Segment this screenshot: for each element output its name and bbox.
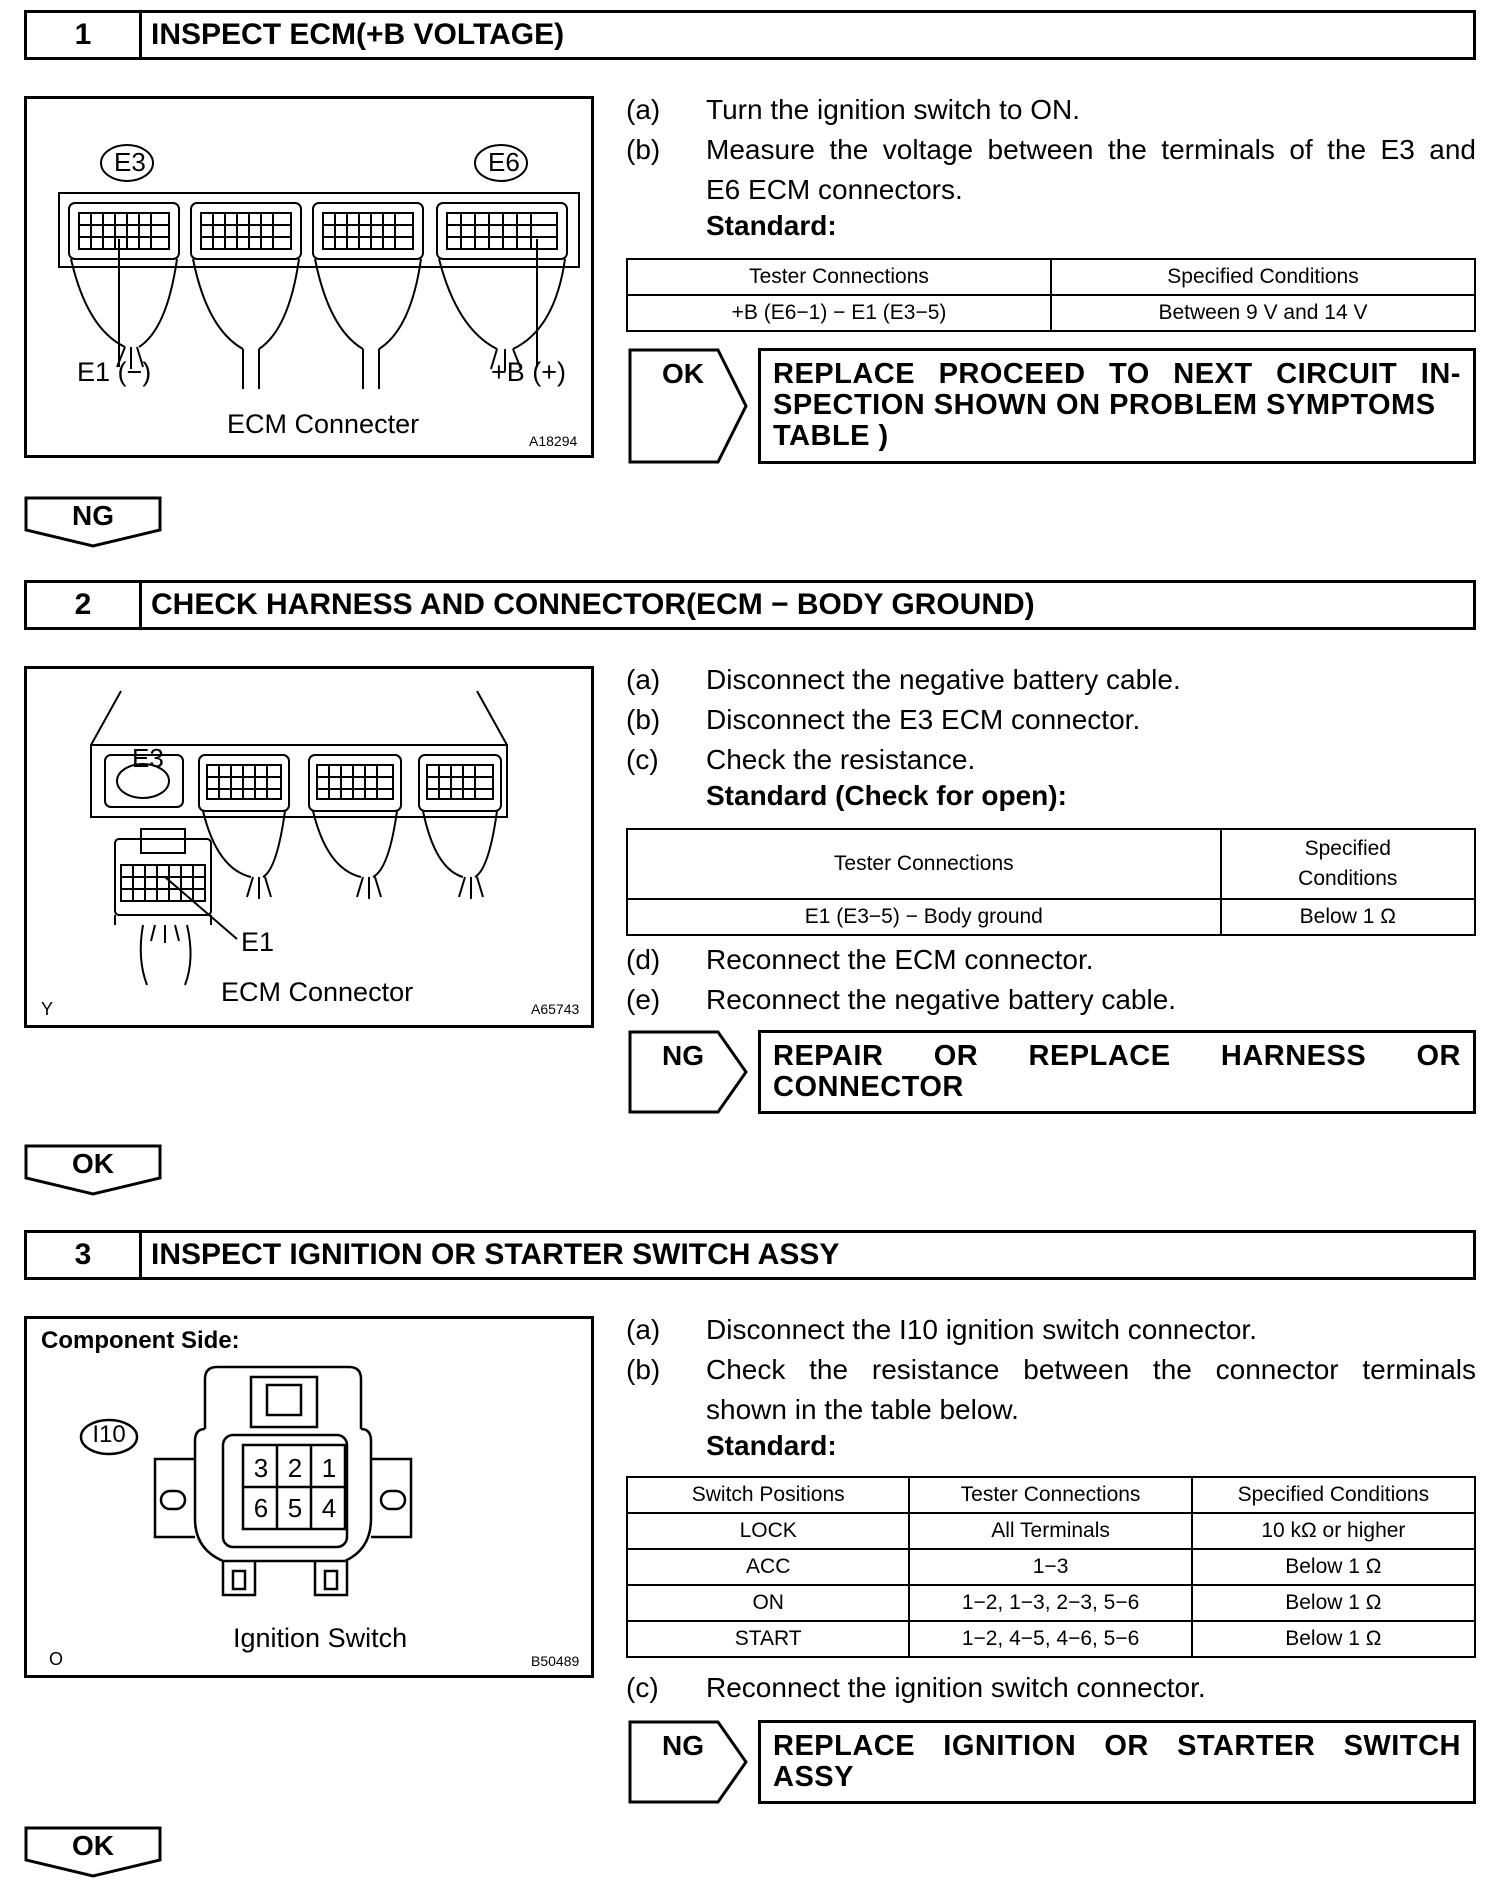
- instruction-item: [626, 940, 1476, 980]
- result-word: PROCEED: [938, 358, 1086, 390]
- instruction-item: [626, 1350, 1476, 1390]
- result-word: REPLACE: [773, 1730, 916, 1762]
- instruction-label: (c): [626, 744, 659, 775]
- result-line: TABLE ): [773, 420, 889, 452]
- flow-tag-label: OK: [72, 1830, 114, 1861]
- result-word: REPLACE: [1028, 1040, 1171, 1072]
- connector-block-b: [309, 755, 401, 899]
- table-row: [627, 1513, 1475, 1549]
- table-row: [627, 899, 1475, 935]
- step-2-number: 2: [27, 583, 142, 627]
- step-1-instructions: [626, 90, 1476, 210]
- result-action-box: [758, 1720, 1476, 1804]
- instruction-item-continued: [626, 170, 1476, 210]
- result-line: [773, 1041, 1461, 1072]
- table-cell: 10 kΩ or higher: [1192, 1513, 1475, 1549]
- step-2-flow-tag: [24, 1144, 162, 1196]
- instruction-text: Disconnect the I10 ignition switch connector.: [706, 1314, 1257, 1345]
- result-line: [773, 1731, 1461, 1762]
- table-header: Tester Connections: [627, 829, 1221, 899]
- step-1-figure-id: A18294: [529, 433, 578, 449]
- component-side-heading: Component Side:: [41, 1327, 240, 1354]
- step-1-title: INSPECT ECM(+B VOLTAGE): [151, 18, 565, 51]
- step-2-header: [24, 580, 1476, 630]
- instruction-text: Check the resistance.: [706, 744, 976, 775]
- table-cell: ON: [627, 1585, 909, 1621]
- instruction-text: shown in the table below.: [706, 1394, 1019, 1425]
- result-line: [773, 359, 1461, 390]
- step-1-figure-caption: ECM Connecter: [227, 409, 420, 439]
- table-header: Specified Conditions: [1051, 259, 1475, 295]
- step-2-figure-id: A65743: [531, 1001, 580, 1017]
- result-action-box: [758, 1030, 1476, 1114]
- result-line: CONNECTOR: [773, 1071, 964, 1103]
- instruction-item: [626, 980, 1476, 1020]
- table-header-line: Conditions: [1298, 867, 1398, 890]
- step-1-spec-table: [626, 258, 1476, 332]
- table-cell: 1−3: [909, 1549, 1191, 1585]
- pin-label: 4: [321, 1493, 337, 1523]
- instruction-item-continued: [626, 1390, 1476, 1430]
- e3-tag: E3: [132, 743, 164, 773]
- result-line: SPECTION SHOWN ON PROBLEM SYMPTOMS: [773, 389, 1436, 421]
- result-tag-label: NG: [662, 1040, 704, 1071]
- table-header: [1221, 829, 1475, 899]
- step-2-instructions-after: [626, 940, 1476, 1020]
- result-tag-label: NG: [662, 1730, 704, 1761]
- table-cell: Below 1 Ω: [1192, 1585, 1475, 1621]
- table-cell: +B (E6−1) − E1 (E3−5): [627, 295, 1051, 331]
- result-word: OR: [1104, 1730, 1149, 1762]
- result-action-box: [758, 348, 1476, 464]
- result-word: OR: [1416, 1040, 1461, 1072]
- result-word: REPAIR: [773, 1040, 884, 1072]
- connector-block-1: [69, 203, 179, 347]
- result-word: TO: [1109, 358, 1150, 390]
- result-word: STARTER: [1177, 1730, 1316, 1762]
- step-2-figure-caption: ECM Connector: [221, 977, 414, 1007]
- table-cell: E1 (E3−5) − Body ground: [627, 899, 1221, 935]
- step-3-flow-tag: [24, 1826, 162, 1878]
- step-3-figure-id: B50489: [531, 1653, 580, 1669]
- result-word: CIRCUIT: [1276, 358, 1398, 390]
- step-3-number: 3: [27, 1233, 142, 1277]
- flow-tag-label: NG: [72, 500, 114, 531]
- step-3-figure: [24, 1316, 594, 1678]
- instruction-label: (a): [626, 664, 661, 695]
- table-row: [627, 295, 1475, 331]
- table-row: [627, 1549, 1475, 1585]
- e1-label: E1: [241, 927, 275, 957]
- instruction-item: [626, 700, 1476, 740]
- connector-block-3: [313, 203, 423, 389]
- table-cell: Below 1 Ω: [1192, 1549, 1475, 1585]
- step-3-spec-table: [626, 1476, 1476, 1658]
- pin-label: 6: [253, 1493, 269, 1523]
- instruction-item: [626, 90, 1476, 130]
- step-3-header: [24, 1230, 1476, 1280]
- step-3-standard-label: Standard:: [706, 1430, 837, 1461]
- connector-block-c: [419, 755, 501, 899]
- table-cell: All Terminals: [909, 1513, 1191, 1549]
- instruction-label: (c): [626, 1672, 659, 1703]
- result-word: SWITCH: [1343, 1730, 1461, 1762]
- instruction-label: (e): [626, 984, 661, 1015]
- step-2-title: CHECK HARNESS AND CONNECTOR(ECM − BODY GROUND): [151, 588, 1035, 621]
- e6-tag: E6: [488, 147, 520, 177]
- table-header-row: [627, 1477, 1475, 1513]
- result-word: IN-: [1420, 358, 1461, 390]
- result-word: IGNITION: [943, 1730, 1077, 1762]
- pin-label: 5: [287, 1493, 303, 1523]
- flow-tag-label: OK: [72, 1148, 114, 1179]
- pin-label: 3: [253, 1453, 269, 1483]
- instruction-item: [626, 130, 1476, 170]
- table-header: Specified Conditions: [1192, 1477, 1475, 1513]
- step-3-figure-caption: Ignition Switch: [233, 1623, 408, 1653]
- step-3-instructions-after: [626, 1668, 1476, 1708]
- table-cell: 1−2, 4−5, 4−6, 5−6: [909, 1621, 1191, 1657]
- connector-block-a: [199, 755, 289, 899]
- b-positive-label: +B (+): [491, 357, 567, 387]
- instruction-label: (a): [626, 1314, 661, 1345]
- table-row: [627, 1585, 1475, 1621]
- i10-tag: I10: [92, 1421, 126, 1448]
- result-word: REPLACE: [773, 358, 916, 390]
- connector-block-4: [437, 203, 567, 349]
- table-cell: START: [627, 1621, 909, 1657]
- instruction-item: [626, 1668, 1476, 1708]
- figure-corner-mark: O: [49, 1649, 64, 1669]
- instruction-text: Disconnect the negative battery cable.: [706, 664, 1181, 695]
- table-header-row: [627, 259, 1475, 295]
- table-header: Tester Connections: [627, 259, 1051, 295]
- figure-corner-mark: Y: [41, 999, 54, 1019]
- table-row: [627, 1621, 1475, 1657]
- result-tag-label: OK: [662, 358, 704, 389]
- instruction-text: Disconnect the E3 ECM connector.: [706, 704, 1141, 735]
- step-2-standard-label: Standard (Check for open):: [706, 780, 1067, 811]
- step-1-figure: [24, 96, 594, 458]
- instruction-text: Turn the ignition switch to ON.: [706, 94, 1081, 125]
- connector-block-2: [191, 203, 301, 389]
- step-3-instructions: [626, 1310, 1476, 1430]
- instruction-text: Reconnect the ECM connector.: [706, 944, 1094, 975]
- instruction-label: (b): [626, 704, 661, 735]
- table-header: Tester Connections: [909, 1477, 1191, 1513]
- table-cell: Below 1 Ω: [1192, 1621, 1475, 1657]
- instruction-item: [626, 660, 1476, 700]
- pin-label: 1: [321, 1453, 337, 1483]
- instruction-text: E6 ECM connectors.: [706, 174, 963, 205]
- instruction-text: Reconnect the ignition switch connector.: [706, 1672, 1206, 1703]
- instruction-text: Check the resistance between the connector terminals: [706, 1354, 1476, 1385]
- table-cell: LOCK: [627, 1513, 909, 1549]
- step-3-title: INSPECT IGNITION OR STARTER SWITCH ASSY: [151, 1238, 840, 1271]
- table-cell: 1−2, 1−3, 2−3, 5−6: [909, 1585, 1191, 1621]
- ecm-body-ground-diagram: [27, 669, 593, 1027]
- instruction-label: (b): [626, 134, 661, 165]
- instruction-text: Measure the voltage between the terminals of the E3 and: [706, 134, 1476, 165]
- table-header-line: Specified: [1304, 837, 1391, 860]
- step-1-standard-label: Standard:: [706, 210, 837, 241]
- instruction-text: Reconnect the negative battery cable.: [706, 984, 1177, 1015]
- table-cell: ACC: [627, 1549, 909, 1585]
- result-word: HARNESS: [1220, 1040, 1367, 1072]
- e1-negative-label: E1 (−): [77, 357, 152, 387]
- table-header: Switch Positions: [627, 1477, 909, 1513]
- table-cell: Below 1 Ω: [1221, 899, 1475, 935]
- step-1-header: [24, 10, 1476, 60]
- result-word: OR: [933, 1040, 979, 1072]
- instruction-label: (d): [626, 944, 661, 975]
- instruction-item: [626, 1310, 1476, 1350]
- instruction-item: [626, 740, 1476, 780]
- step-2-instructions: [626, 660, 1476, 780]
- instruction-label: (a): [626, 94, 661, 125]
- step-1-flow-tag: [24, 496, 162, 548]
- instruction-label: (b): [626, 1354, 661, 1385]
- result-word: NEXT: [1173, 358, 1253, 390]
- e3-tag: E3: [114, 147, 146, 177]
- step-2-spec-table: [626, 828, 1476, 936]
- step-1-number: 1: [27, 13, 142, 57]
- table-header-row: [627, 829, 1475, 899]
- pin-label: 2: [287, 1453, 303, 1483]
- result-line: ASSY: [773, 1761, 854, 1793]
- table-cell: Between 9 V and 14 V: [1051, 295, 1475, 331]
- step-2-figure: [24, 666, 594, 1028]
